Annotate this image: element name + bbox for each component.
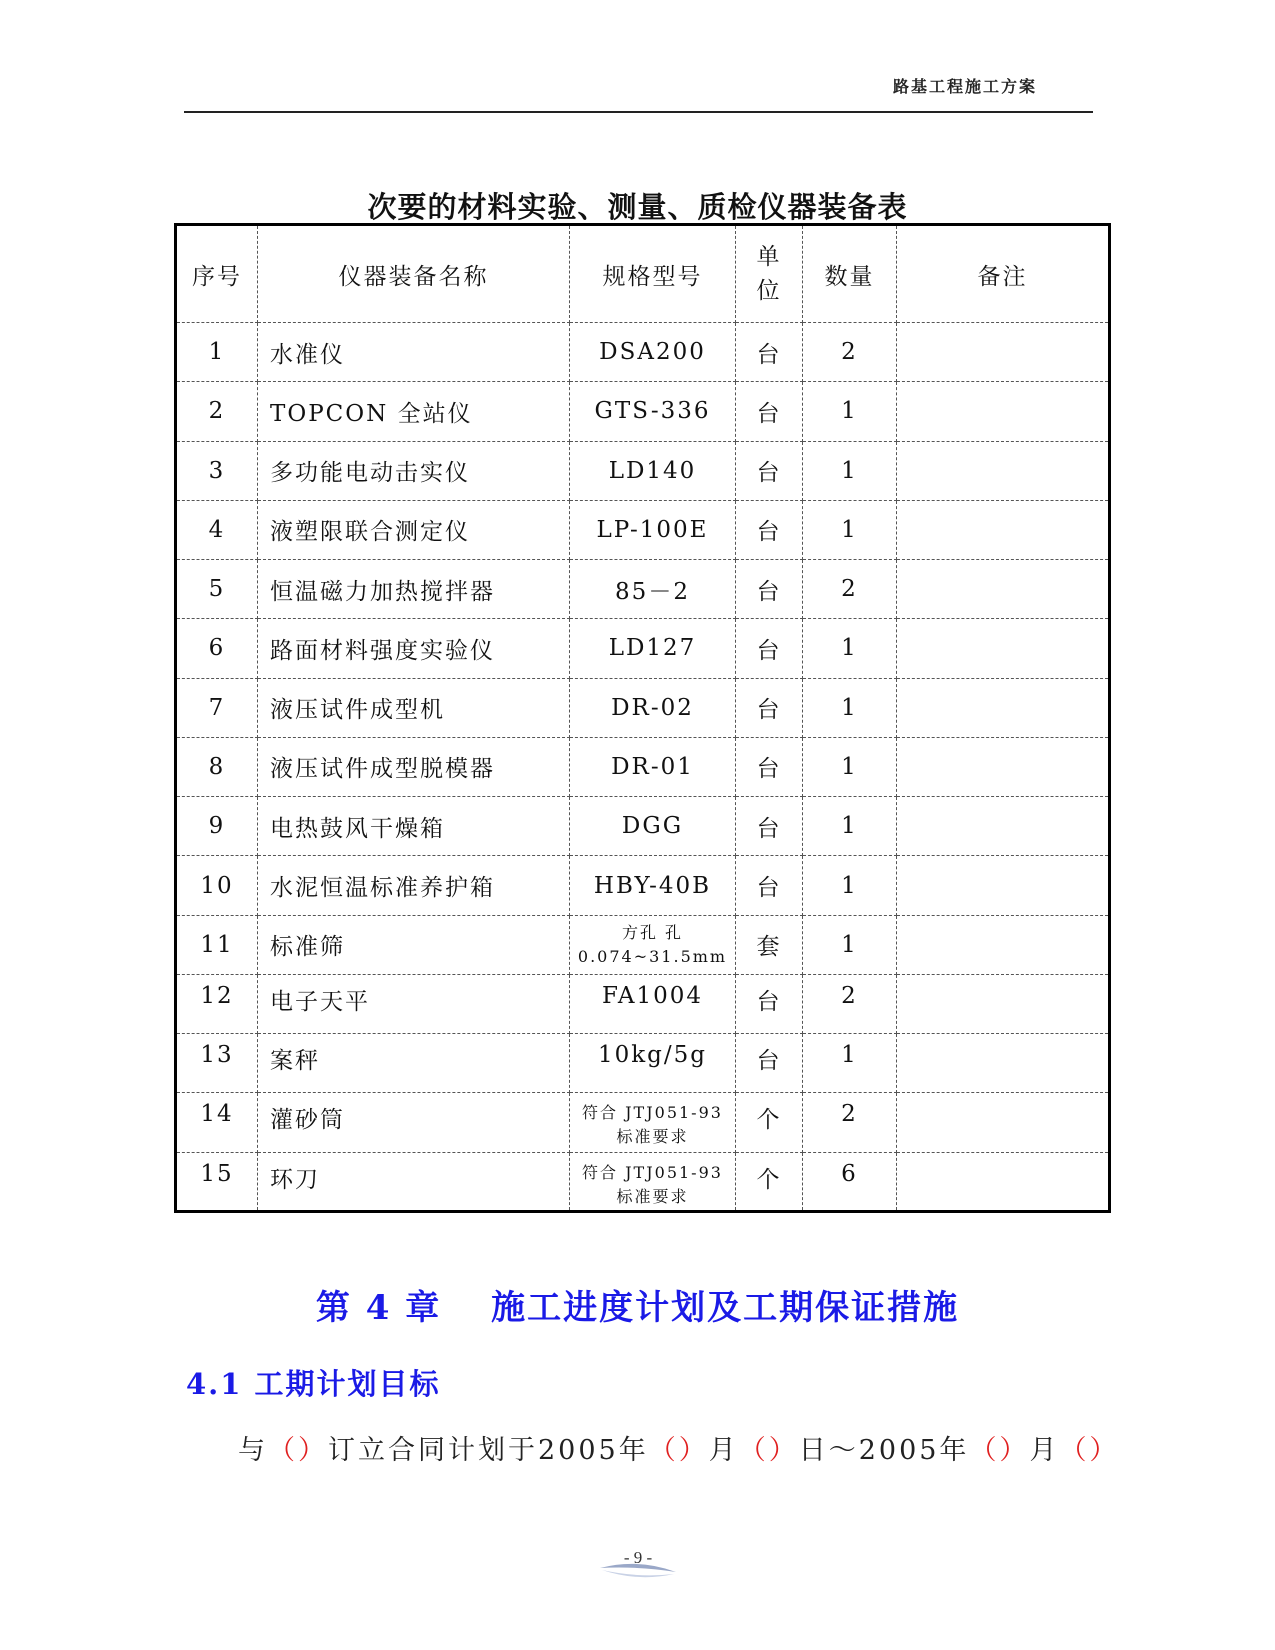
table-row (176, 1034, 1110, 1093)
cell-qty: 1 (803, 856, 897, 915)
cell-model-line1: 方孔 孔 (621, 922, 684, 942)
equipment-table (174, 223, 1111, 1213)
cell-qty: 2 (803, 1093, 897, 1152)
cell-remark (897, 1093, 1110, 1152)
chapter-heading: 第 4 章 施工进度计划及工期保证措施 (315, 1288, 960, 1328)
cell-model-line2: 标准要求 (616, 1127, 689, 1147)
cell-name: 水泥恒温标准养护箱 (258, 856, 570, 915)
cell-unit: 台 (736, 560, 803, 619)
cell-unit: 台 (736, 678, 803, 737)
cell-remark (897, 797, 1110, 856)
cell-model: LD127 (570, 619, 736, 678)
cell-remark (897, 974, 1110, 1033)
table-row (176, 1152, 1110, 1211)
cell-index: 12 (176, 974, 258, 1033)
cell-qty: 2 (803, 323, 897, 382)
body-text-1: 与 (238, 1435, 268, 1466)
cell-name: 灌砂筒 (258, 1093, 570, 1152)
cell-index: 15 (176, 1152, 258, 1211)
page-number (598, 1548, 678, 1578)
body-text-3: 月 (708, 1435, 739, 1466)
header-unit-line2: 位 (756, 278, 782, 304)
cell-index: 1 (176, 323, 258, 382)
cell-index: 11 (176, 915, 258, 974)
cell-name: 多功能电动击实仪 (258, 441, 570, 500)
table-row (176, 797, 1110, 856)
page-number-text: - 9 - (623, 1548, 653, 1567)
body-text-4: 日～2005年 (798, 1435, 970, 1466)
table-row (176, 441, 1110, 500)
body-text-5: 月 (1029, 1435, 1060, 1466)
cell-unit: 台 (736, 856, 803, 915)
table-row (176, 382, 1110, 441)
cell-name: 液塑限联合测定仪 (258, 500, 570, 559)
cell-model: LD140 (570, 441, 736, 500)
cell-remark (897, 737, 1110, 796)
cell-index: 5 (176, 560, 258, 619)
cell-unit: 台 (736, 323, 803, 382)
cell-remark (897, 500, 1110, 559)
cell-name: 液压试件成型机 (258, 678, 570, 737)
cell-remark (897, 678, 1110, 737)
cell-remark (897, 1034, 1110, 1093)
table-row (176, 856, 1110, 915)
header-remark: 备注 (897, 225, 1110, 323)
cell-name: 环刀 (258, 1152, 570, 1211)
body-paragraph (238, 1428, 1120, 1467)
cell-name: TOPCON 全站仪 (258, 382, 570, 441)
cell-unit: 台 (736, 1034, 803, 1093)
cell-index: 3 (176, 441, 258, 500)
cell-model: FA1004 (570, 974, 736, 1033)
cell-name: 液压试件成型脱模器 (258, 737, 570, 796)
cell-qty: 1 (803, 382, 897, 441)
cell-qty: 2 (803, 560, 897, 619)
cell-remark (897, 1152, 1110, 1211)
cell-index: 4 (176, 500, 258, 559)
table-header-row (176, 225, 1110, 323)
cell-unit: 台 (736, 737, 803, 796)
cell-remark (897, 915, 1110, 974)
cell-model: DR-02 (570, 678, 736, 737)
table-row (176, 974, 1110, 1033)
cell-model (570, 1152, 736, 1211)
table-row (176, 560, 1110, 619)
body-text-2: 订立合同计划于2005年 (328, 1435, 649, 1466)
blank-2: （） (648, 1435, 709, 1466)
cell-qty: 1 (803, 915, 897, 974)
cell-model (570, 1093, 736, 1152)
blank-4: （） (969, 1435, 1030, 1466)
cell-name: 案秤 (258, 1034, 570, 1093)
cell-model: 10kg/5g (570, 1034, 736, 1093)
cell-qty: 1 (803, 1034, 897, 1093)
header-model: 规格型号 (570, 225, 736, 323)
cell-unit: 套 (736, 915, 803, 974)
cell-qty: 1 (803, 500, 897, 559)
cell-remark (897, 560, 1110, 619)
cell-index: 9 (176, 797, 258, 856)
cell-model-line1: 符合 JTJ051-93 (582, 1162, 723, 1182)
table-row (176, 678, 1110, 737)
cell-index: 8 (176, 737, 258, 796)
cell-remark (897, 856, 1110, 915)
cell-qty: 1 (803, 797, 897, 856)
section-heading: 4.1 工期计划目标 (186, 1367, 441, 1401)
cell-model: LP-100E (570, 500, 736, 559)
table-title: 次要的材料实验、测量、质检仪器装备表 (367, 190, 908, 224)
cell-model-line2: 0.074~31.5mm (577, 946, 728, 966)
cell-remark (897, 619, 1110, 678)
cell-qty: 2 (803, 974, 897, 1033)
table-row (176, 323, 1110, 382)
cell-index: 14 (176, 1093, 258, 1152)
table-row (176, 915, 1110, 974)
table-row (176, 619, 1110, 678)
blank-5: （） (1059, 1435, 1120, 1466)
header-unit (736, 225, 803, 323)
cell-unit: 台 (736, 797, 803, 856)
cell-qty: 1 (803, 737, 897, 796)
cell-model: DR-01 (570, 737, 736, 796)
cell-qty: 6 (803, 1152, 897, 1211)
cell-model: DSA200 (570, 323, 736, 382)
header-index: 序号 (176, 225, 258, 323)
cell-unit: 台 (736, 441, 803, 500)
cell-name: 电热鼓风干燥箱 (258, 797, 570, 856)
cell-qty: 1 (803, 678, 897, 737)
cell-qty: 1 (803, 441, 897, 500)
cell-unit: 台 (736, 382, 803, 441)
cell-model-line2: 标准要求 (616, 1186, 689, 1206)
cell-model: HBY-40B (570, 856, 736, 915)
cell-name: 电子天平 (258, 974, 570, 1033)
cell-remark (897, 441, 1110, 500)
cell-name: 路面材料强度实验仪 (258, 619, 570, 678)
table-row (176, 737, 1110, 796)
cell-index: 10 (176, 856, 258, 915)
cell-model-line1: 符合 JTJ051-93 (582, 1103, 723, 1123)
cell-name: 标准筛 (258, 915, 570, 974)
header-qty: 数量 (803, 225, 897, 323)
cell-unit: 个 (736, 1152, 803, 1211)
blank-3: （） (738, 1435, 799, 1466)
table-row (176, 500, 1110, 559)
cell-unit: 台 (736, 619, 803, 678)
cell-index: 7 (176, 678, 258, 737)
cell-model: GTS-336 (570, 382, 736, 441)
cell-remark (897, 382, 1110, 441)
header-name: 仪器装备名称 (258, 225, 570, 323)
cell-index: 6 (176, 619, 258, 678)
cell-name: 恒温磁力加热搅拌器 (258, 560, 570, 619)
cell-model: DGG (570, 797, 736, 856)
cell-index: 2 (176, 382, 258, 441)
cell-name: 水准仪 (258, 323, 570, 382)
cell-unit: 台 (736, 974, 803, 1033)
cell-qty: 1 (803, 619, 897, 678)
cell-unit: 个 (736, 1093, 803, 1152)
cell-model (570, 915, 736, 974)
table-row (176, 1093, 1110, 1152)
blank-1: （） (268, 1435, 328, 1466)
cell-index: 13 (176, 1034, 258, 1093)
cell-model: 85－2 (570, 560, 736, 619)
cell-unit: 台 (736, 500, 803, 559)
header-rule (184, 111, 1093, 113)
cell-remark (897, 323, 1110, 382)
header-unit-line1: 单 (756, 244, 782, 270)
running-header-title: 路基工程施工方案 (892, 77, 1037, 96)
